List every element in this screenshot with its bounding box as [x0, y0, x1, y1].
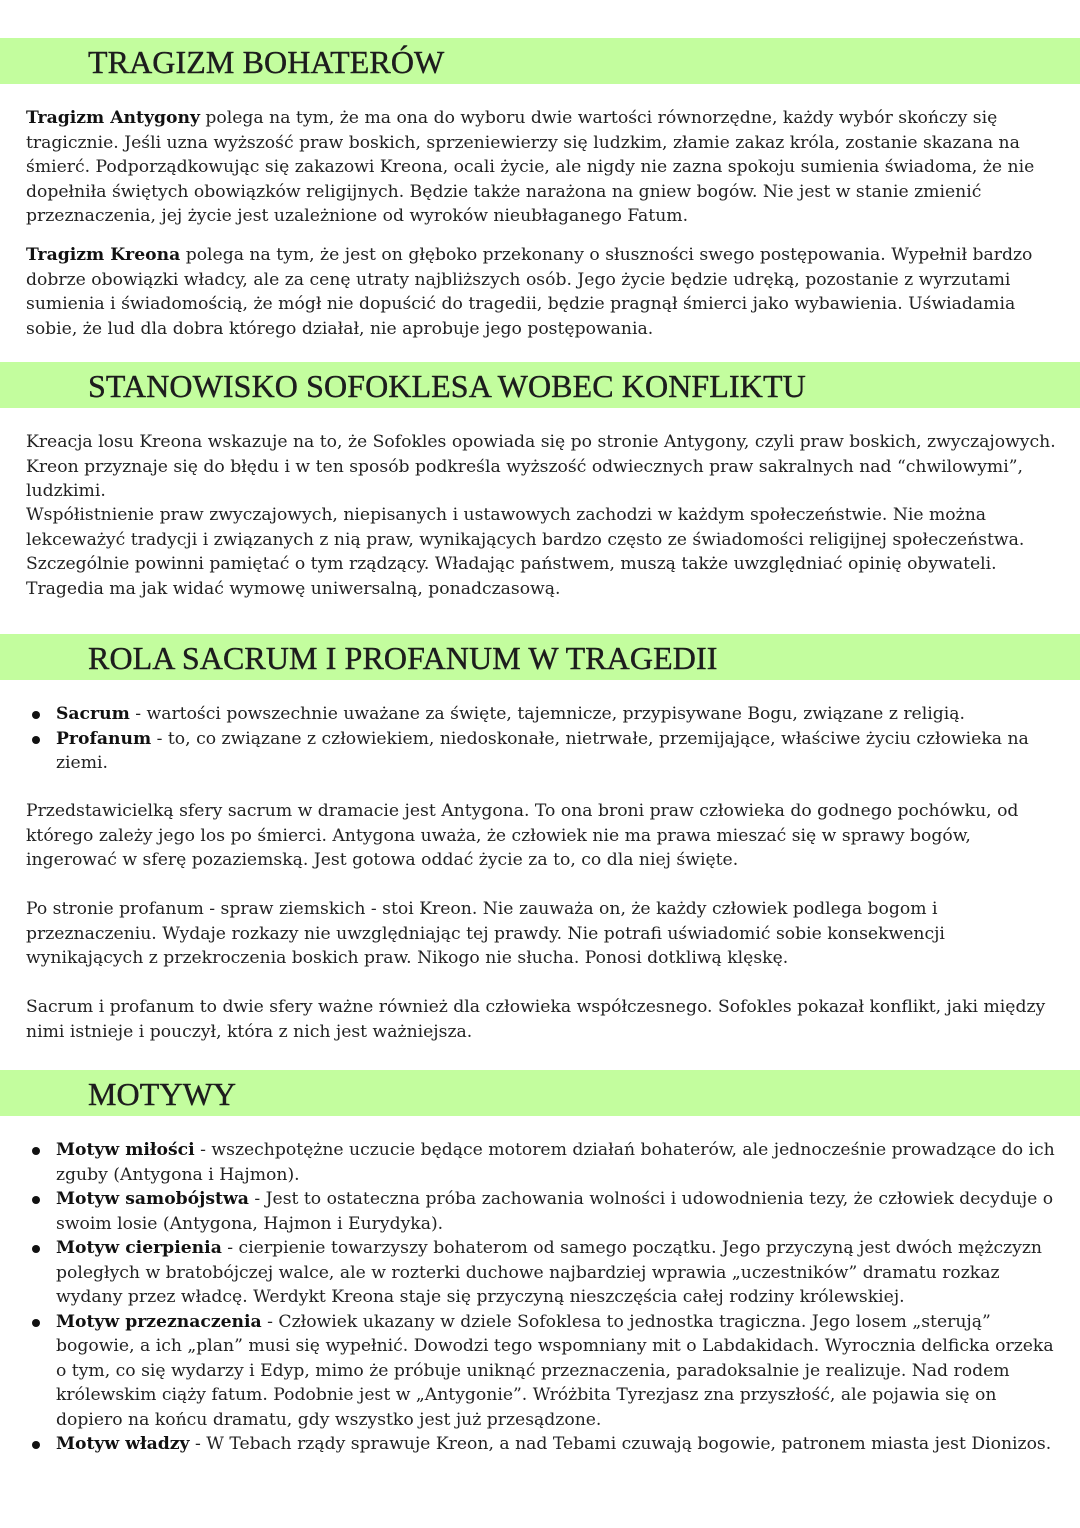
list-item — [26, 1432, 1058, 1457]
list-item — [26, 1187, 1058, 1236]
term-tragizm-antygony: Tragizm Antygony — [26, 108, 200, 128]
list-item-text: - Człowiek ukazany w dziele Sofoklesa to jednostka tragiczna. Jego losem „sterują” bogowie, a ich „plan” musi się wypełnić. Dowodzi tego wspomniany mit o Labdakidach. Wyrocznia delficka orzeka o tym, co się wydarzy i Edyp, mimo że próbuje uniknąć przeznaczenia, paradoksalnie je realizuje. Nad rodem królewskim ciąży fatum. Podobnie jest w „Antygonie”. Wróżbita Tyrezjasz zna przyszłość, ale pojawia się on dopiero na końcu dramatu, gdy wszystko jest już przesądzone. — [56, 1311, 1054, 1430]
list-item — [26, 702, 1058, 727]
term-tragizm-kreona: Tragizm Kreona — [26, 245, 181, 265]
list-item-text: - to, co związane z człowiekiem, niedoskonałe, nietrwałe, przemijające, właściwe życiu człowieka na ziemi. — [56, 728, 1029, 773]
paragraph-text: polega na tym, że jest on głęboko przekonany o słuszności swego postępowania. Wypełnił bardzo dobrze obowiązki władcy, ale za cenę utraty najbliższych osób. Jego życie będzie udręką, pozostanie z wyrzutami sumienia i świadomością, że mógł nie dopuścić do tragedii, będzie pragnął śmierci jako wybawienia. Uświadamia sobie, że lud dla dobra którego działał, nie aprobuje jego postępowania. — [26, 245, 1033, 339]
term-profanum: Profanum — [56, 728, 152, 749]
paragraph-stanowisko-1: Kreacja losu Kreona wskazuje na to, że Sofokles opowiada się po stronie Antygony, czyli praw boskich, zwyczajowych. Kreon przyznaje się do błędu i w ten sposób podkreśla wyższość odwiecznych praw sakralnych nad “chwilowymi”, ludzkimi. — [26, 432, 1056, 501]
paragraph-text: polega na tym, że ma ona do wyboru dwie wartości równorzędne, każdy wybór skończy się tragicznie. Jeśli uzna wyższość praw boskich, sprzeniewierzy się ludzkim, złamie zakaz króla, zostanie skazana na śmierć. Podporządkowując się zakazowi Kreona, ocali życie, ale nigdy nie zazna spokoju sumienia świadoma, że nie dopełniła świętych obowiązków religijnych. Będzie także narażona na gniew bogów. Nie jest w stanie zmienić przeznaczenia, jej życie jest uzależnione od wyroków nieubłaganego Fatum. — [26, 108, 1035, 226]
section-title-motywy: MOTYWY — [88, 1076, 237, 1112]
list-item-text: - Jest to ostateczna próba zachowania wolności i udowodnienia tezy, że człowiek decyduje o swoim losie (Antygona, Hajmon i Eurydyka). — [56, 1189, 1054, 1234]
list-item — [26, 1236, 1058, 1310]
paragraph-sacrum-2: Po stronie profanum - spraw ziemskich - stoi Kreon. Nie zauważa on, że każdy człowiek podlega bogom i przeznaczeniu. Wydaje rozkazy nie uwzględniając tej prawdy. Nie potrafi uświadomić sobie konsekwencji wynikających z przekroczenia boskich praw. Nikogo nie słucha. Ponosi dotkliwą klęskę. — [26, 899, 945, 968]
paragraph-tragizm-antygony — [26, 106, 1058, 229]
paragraph-tragizm-kreona — [26, 243, 1058, 341]
section-header-stanowisko — [0, 362, 1080, 408]
paragraph-sacrum-3: Sacrum i profanum to dwie sfery ważne również dla człowieka współczesnego. Sofokles pokazał konflikt, jaki między nimi istnieje i pouczył, która z nich jest ważniejsza. — [26, 997, 1046, 1042]
paragraph-stanowisko-2: Współistnienie praw zwyczajowych, niepisanych i ustawowych zachodzi w każdym społeczeństwie. Nie można lekceważyć tradycji i związanych z nią praw, wynikających bardzo często ze świadomości religijnej społeczeństwa. Szczególnie powinni pamiętać o tym rządzący. Władając państwem, muszą także uwzględniać opinię obywateli. Tragedia ma jak widać wymowę uniwersalną, ponadczasową. — [26, 505, 1025, 599]
section-header-tragizm — [0, 38, 1080, 84]
motywy-list — [26, 1138, 1058, 1457]
term-motyw-wladzy: Motyw władzy — [56, 1434, 190, 1454]
list-item-text: - wartości powszechnie uważane za święte, tajemnicze, przypisywane Bogu, związane z religią. — [129, 704, 965, 724]
list-item — [26, 727, 1058, 776]
section-header-sacrum — [0, 634, 1080, 680]
sacrum-definitions-list — [26, 702, 1058, 776]
list-item-text: - W Tebach rządy sprawuje Kreon, a nad Tebami czuwają bogowie, patronem miasta jest Dionizos. — [189, 1434, 1052, 1454]
term-sacrum: Sacrum — [56, 704, 130, 724]
list-item — [26, 1310, 1058, 1433]
paragraph-sacrum-1: Przedstawicielką sfery sacrum w dramacie jest Antygona. To ona broni praw człowieka do godnego pochówku, od którego zależy jego los po śmierci. Antygona uważa, że człowiek nie ma prawa mieszać się w sprawy bogów, ingerować w sferę pozaziemską. Jest gotowa oddać życie za to, co dla niej święte. — [26, 801, 1019, 870]
list-item-text: - cierpienie towarzyszy bohaterom od samego początku. Jego przyczyną jest dwóch mężczyzn poległych w bratobójczej walce, ale w rozterki duchowe najbardziej wprawia „uczestników” dramatu rozkaz wydany przez władcę. Werdykt Kreona staje się przyczyną nieszczęścia całej rodziny królewskiej. — [56, 1238, 1043, 1307]
term-motyw-samobojstwa: Motyw samobójstwa — [56, 1189, 249, 1209]
section-title-tragizm: TRAGIZM BOHATERÓW — [88, 44, 445, 80]
list-item — [26, 1138, 1058, 1187]
section-title-sacrum: ROLA SACRUM I PROFANUM W TRAGEDII — [88, 640, 718, 676]
term-motyw-przeznaczenia: Motyw przeznaczenia — [56, 1311, 262, 1332]
list-item-text: - wszechpotężne uczucie będące motorem działań bohaterów, ale jednocześnie prowadzące do ich zguby (Antygona i Hajmon). — [56, 1140, 1055, 1185]
section-title-stanowisko: STANOWISKO SOFOKLESA WOBEC KONFLIKTU — [88, 368, 806, 404]
term-motyw-milosci: Motyw miłości — [56, 1140, 195, 1160]
term-motyw-cierpienia: Motyw cierpienia — [56, 1238, 222, 1258]
section-header-motywy — [0, 1070, 1080, 1116]
